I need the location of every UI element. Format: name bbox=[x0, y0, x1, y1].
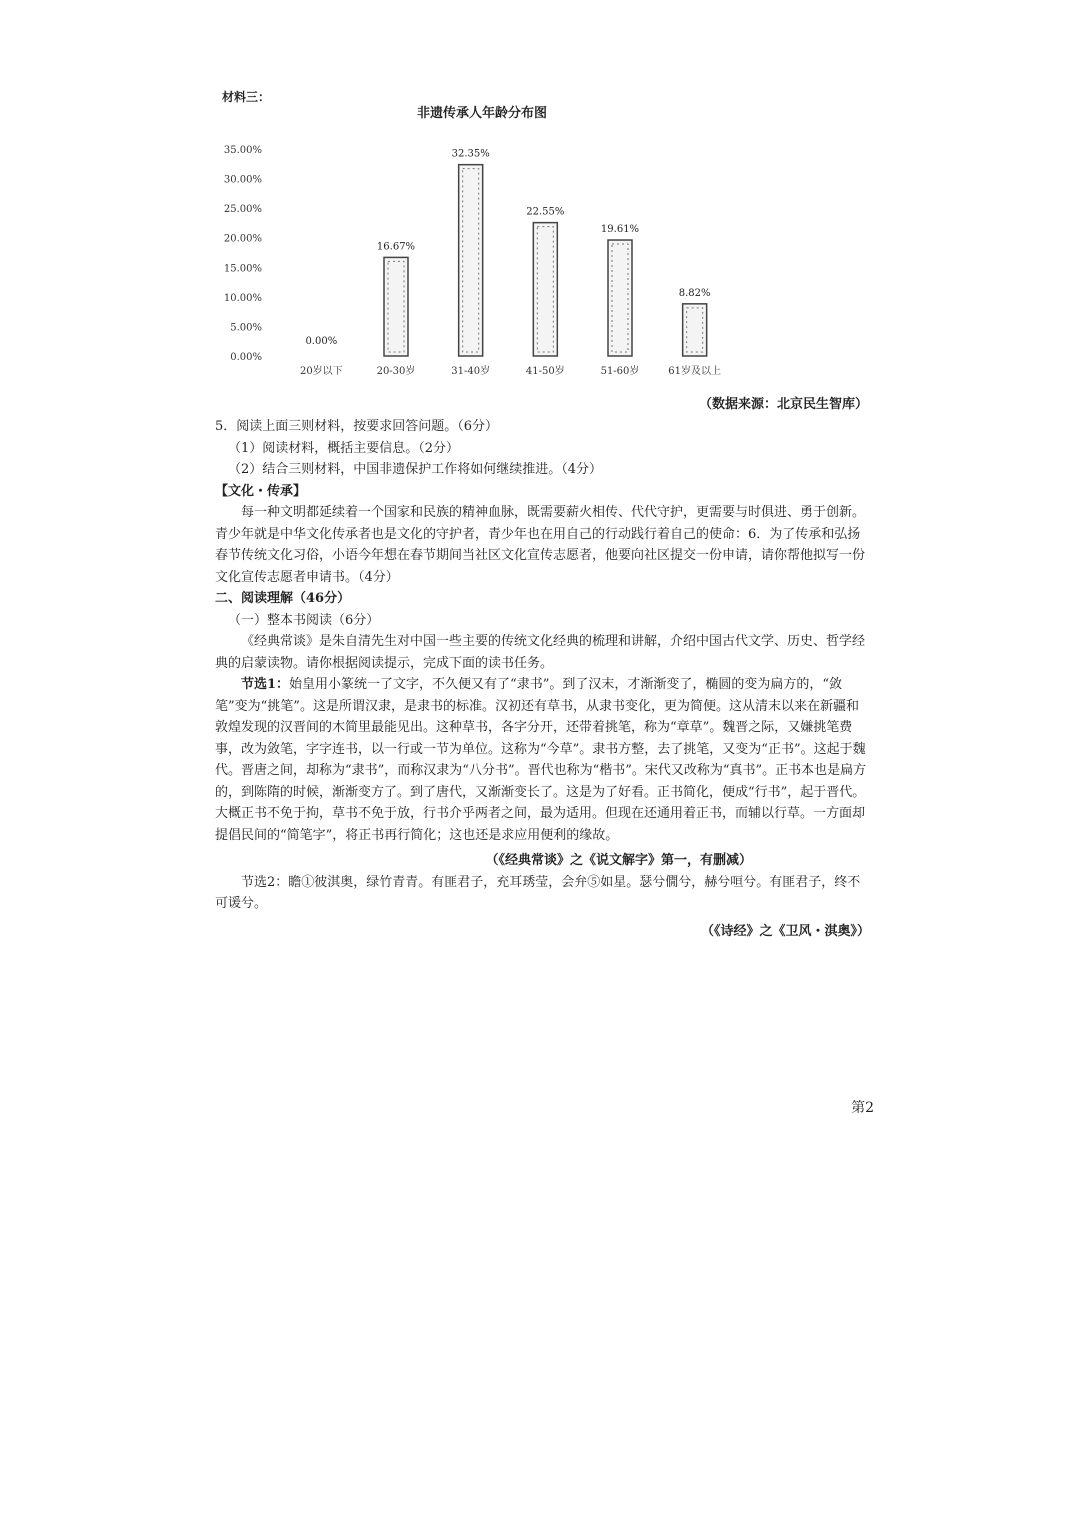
x-axis-ticks bbox=[300, 364, 721, 377]
data-source: （数据来源：北京民生智库） bbox=[698, 397, 868, 412]
excerpt-2-text: 瞻①彼淇奥，绿竹青青。有匪君子，充耳琇莹，会弁⑤如星。瑟兮僩兮，赫兮咺兮。有匪君子，终不可谖兮。 bbox=[215, 874, 861, 911]
data-label: 16.67% bbox=[376, 241, 416, 253]
page-number: 第2 bbox=[851, 1100, 874, 1116]
data-label: 32.35% bbox=[451, 148, 490, 160]
question-5-sub-1: （1）阅读材料，概括主要信息。（2分） bbox=[228, 440, 460, 456]
excerpt-1 bbox=[215, 674, 870, 846]
culture-heading: 【文化・传承】 bbox=[215, 483, 307, 499]
y-axis-ticks bbox=[224, 145, 262, 363]
excerpt-2-reference: （《诗经》之《卫风・淇奥》） bbox=[700, 923, 870, 939]
excerpt-1-reference: （《经典常谈》之《说文解字》第一，有删减） bbox=[485, 853, 752, 868]
y-tick-label: 15.00% bbox=[223, 263, 262, 275]
excerpt-1-label: 节选1： bbox=[241, 677, 290, 692]
data-label: 22.55% bbox=[526, 206, 565, 218]
reading-intro: 《经典常谈》是朱自清先生对中国一些主要的传统文化经典的梳理和讲解，介绍中国古代文学、历史、哲学经典的启蒙读物。请你根据阅读提示，完成下面的读书任务。 bbox=[215, 634, 866, 671]
x-tick-label: 20-30岁 bbox=[376, 366, 416, 377]
x-tick-label: 61岁及以上 bbox=[668, 366, 722, 377]
excerpt-2-label: 节选2： bbox=[241, 874, 289, 890]
chart-title: 非遗传承人年龄分布图 bbox=[416, 106, 548, 121]
y-tick-label: 20.00% bbox=[223, 233, 262, 245]
question-5-sub-2: （2）结合三则材料，中国非遗保护工作将如何继续推进。（4分） bbox=[228, 462, 603, 477]
reading-heading: 二、阅读理解（46分） bbox=[215, 591, 351, 606]
x-tick-label: 20岁以下 bbox=[299, 366, 343, 377]
data-label: 8.82% bbox=[678, 287, 711, 299]
question-5-stem: 5．阅读上面三则材料，按要求回答问题。（6分） bbox=[215, 419, 499, 434]
culture-paragraph: 每一种文明都延续着一个国家和民族的精神血脉，既需要薪火相传、代代守护，更需要与时俱进、勇于创新。青少年就是中华文化传承者也是文化的守护者，青少年也在用自己的行动践行着自己的使命：6．为了传承和弘扬春节传统文化习俗，小语今年想在春节期间当社区文化宣传志愿者，他要向社区提交一份申请，请你帮他拟写一份文化宣传志愿者申请书。（4分） bbox=[215, 505, 866, 585]
excerpt-2 bbox=[215, 872, 870, 915]
x-tick-label: 41-50岁 bbox=[525, 366, 565, 377]
y-tick-label: 35.00% bbox=[223, 145, 262, 156]
excerpt-1-text: 始皇用小篆统一了文字，不久便又有了“隶书”。到了汉末，才渐渐变了，椭圆的变为扁方的，“敛笔”变为“挑笔”。这是所谓汉隶，是隶书的标准。汉初还有草书，从隶书变化，更为简便。这从清末以来在新疆和敦煌发现的汉晋间的木简里最能见出。这种草书，各字分开，还带着挑笔，称为“章草”。魏晋之际，又嫌挑笔费事，改为敛笔，字字连书，以一行或一节为单位。这称为“今草”。隶书方整，去了挑笔，又变为“正书”。这起于魏代。晋唐之间，却称为“隶书”，而称汉隶为“八分书”。晋代也称为“楷书”。宋代又改称为“真书”。正书本也是扁方的，到陈隋的时候，渐渐变方了。到了唐代，又渐渐变长了。这是为了好看。正书简化，便成“行书”，起于晋代。大概正书不免于拘，草书不免于放，行书介乎两者之间，最为适用。但现在还通用着正书，而辅以行草。一方面却提倡民间的“简笔字”，将正书再行简化；这也还是求应用便利的缘故。 bbox=[215, 677, 867, 843]
x-tick-label: 31-40岁 bbox=[451, 366, 491, 377]
y-tick-label: 0.00% bbox=[230, 352, 262, 363]
data-label: 0.00% bbox=[305, 336, 338, 347]
bars-group bbox=[384, 165, 707, 356]
material-label: 材料三： bbox=[222, 90, 271, 104]
x-tick-label: 51-60岁 bbox=[600, 366, 640, 377]
y-tick-label: 10.00% bbox=[223, 292, 262, 304]
age-distribution-chart bbox=[222, 100, 742, 385]
y-tick-label: 5.00% bbox=[230, 322, 262, 334]
reading-sub-heading: （一）整本书阅读（6分） bbox=[228, 612, 380, 628]
data-labels-group bbox=[305, 149, 710, 347]
data-label: 19.61% bbox=[600, 224, 640, 236]
exam-content bbox=[215, 416, 870, 942]
y-tick-label: 25.00% bbox=[223, 204, 262, 216]
y-tick-label: 30.00% bbox=[223, 174, 262, 186]
